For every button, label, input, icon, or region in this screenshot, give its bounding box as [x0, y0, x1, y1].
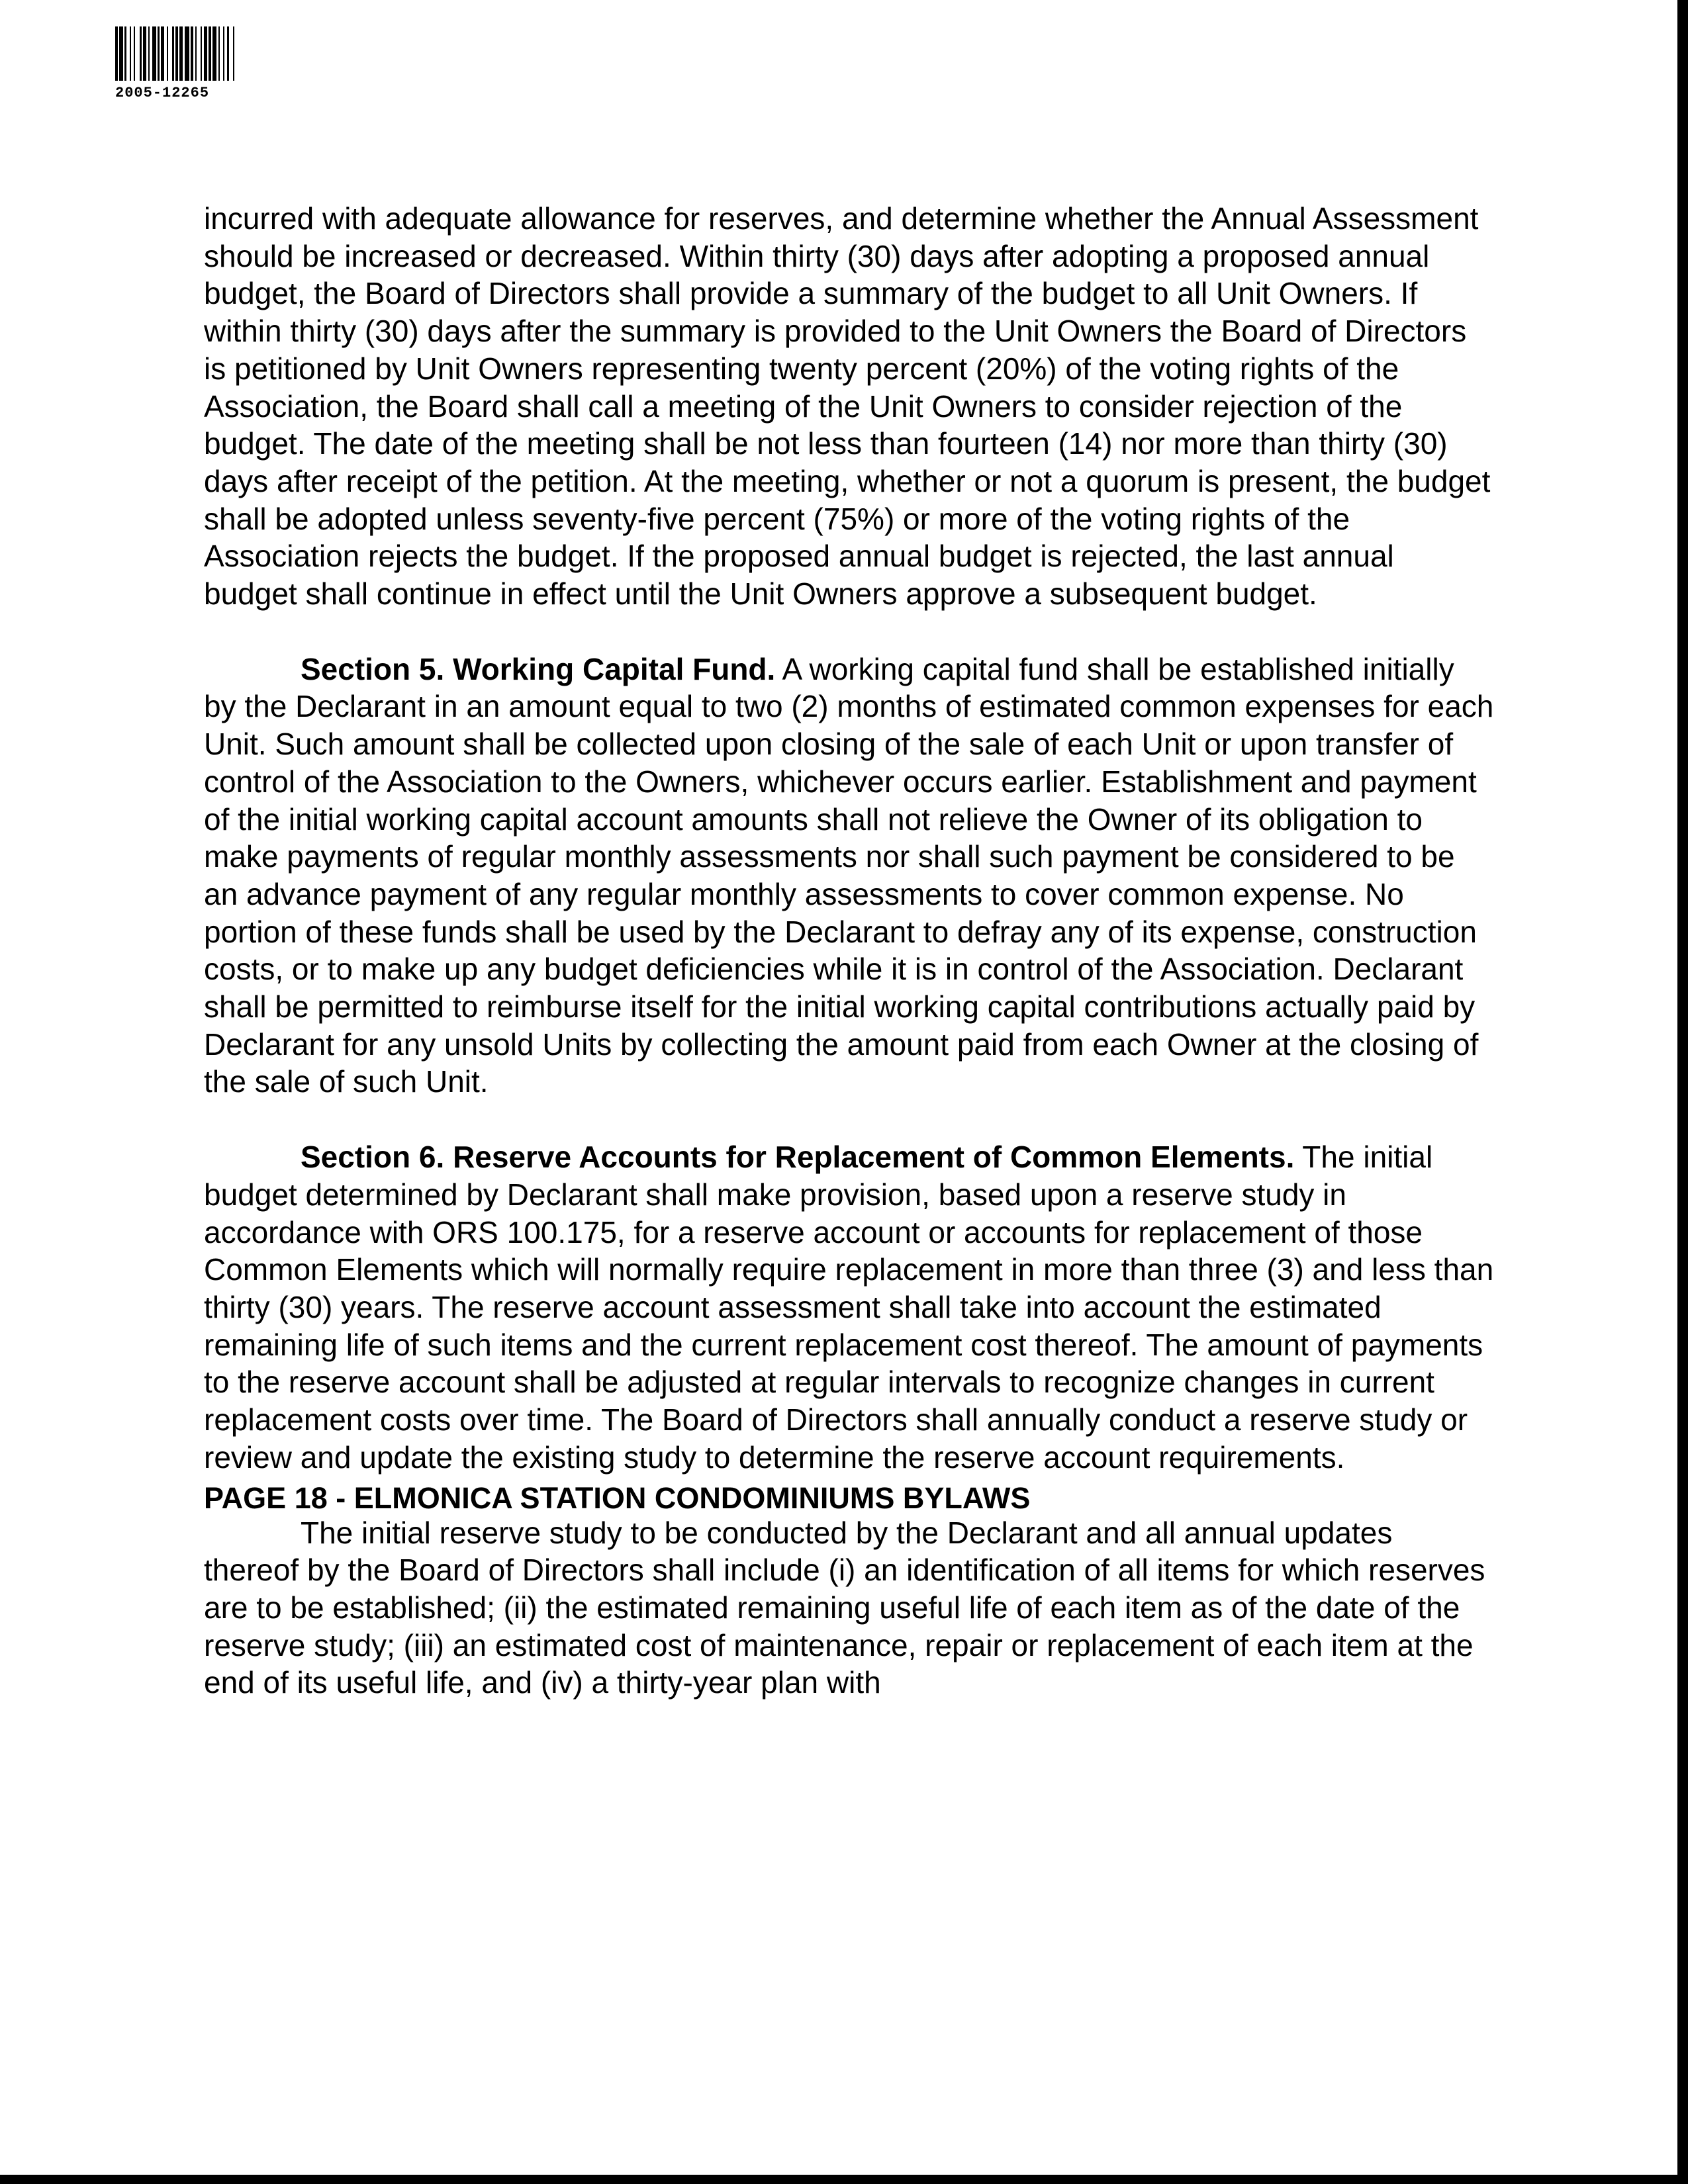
page-footer: PAGE 18 - ELMONICA STATION CONDOMINIUMS BYLAWS: [204, 1481, 1031, 1515]
barcode-icon: [115, 26, 414, 81]
scan-border-bottom: [0, 2175, 1688, 2184]
scan-border-right: [1677, 0, 1688, 2184]
barcode-block: [115, 26, 426, 101]
document-number: 2005-12265: [115, 85, 210, 101]
paragraph-section-6: [204, 1138, 1495, 1476]
section-5-heading: Section 5. Working Capital Fund.: [301, 651, 776, 686]
section-5-text: A working capital fund shall be established initially by the Declarant in an amount equal to two (2) months of estimated common expenses for each Unit. Such amount shall be collected upon closing of the sale of each Unit or upon transfer of control of the Association to the Owners, whichever occurs earlier. Establishment and payment of the initial working capital account amounts shall not relieve the Owner of its obligation to make payments of regular monthly assessments nor shall such payment be considered to be an advance payment of any regular monthly assessments to cover common expense. No portion of these funds shall be used by the Declarant to defray any of its expense, construction costs, or to make up any budget deficiencies while it is in control of the Association. Declarant shall be permitted to reimburse itself for the initial working capital contributions actually paid by Declarant for any unsold Units by collecting the amount paid from each Owner at the closing of the sale of such Unit.: [204, 651, 1494, 1099]
paragraph-section-5: [204, 651, 1495, 1101]
paragraph-reserve-study: [204, 1514, 1495, 1702]
section-6-heading: Section 6. Reserve Accounts for Replacement of Common Elements.: [301, 1140, 1295, 1175]
reserve-study-text: The initial reserve study to be conducted by the Declarant and all annual updates thereof by the Board of Directors shall include (i) an identification of all items for which reserves are to be established; (ii) the estimated remaining useful life of each item as of the date of the reserve study; (iii) an estimated cost of maintenance, repair or replacement of each item at the end of its useful life, and (iv) a thirty-year plan with: [204, 1515, 1485, 1700]
section-6-text: The initial budget determined by Declarant shall make provision, based upon a reserve study in accordance with ORS 100.175, for a reserve account or accounts for replacement of those Common Elements which will normally require replacement in more than three (3) and less than thirty (30) years. The reserve account assessment shall take into account the estimated remaining life of such items and the current replacement cost thereof. The amount of payments to the reserve account shall be adjusted at regular intervals to recognize changes in current replacement costs over time. The Board of Directors shall annually conduct a reserve study or review and update the existing study to determine the reserve account requirements.: [204, 1140, 1494, 1475]
paragraph-budget: incurred with adequate allowance for reserves, and determine whether the Annual Assessment should be increased or decreased. Within thirty (30) days after adopting a proposed annual budget, the Board of Directors shall provide a summary of the budget to all Unit Owners. If within thirty (30) days after the summary is provided to the Unit Owners the Board of Directors is petitioned by Unit Owners representing twenty percent (20%) of the voting rights of the Association, the Board shall call a meeting of the Unit Owners to consider rejection of the budget. The date of the meeting shall be not less than fourteen (14) nor more than thirty (30) days after receipt of the petition. At the meeting, whether or not a quorum is present, the budget shall be adopted unless seventy-five percent (75%) or more of the voting rights of the Association rejects the budget. If the proposed annual budget is rejected, the last annual budget shall continue in effect until the Unit Owners approve a subsequent budget.: [204, 201, 1491, 612]
